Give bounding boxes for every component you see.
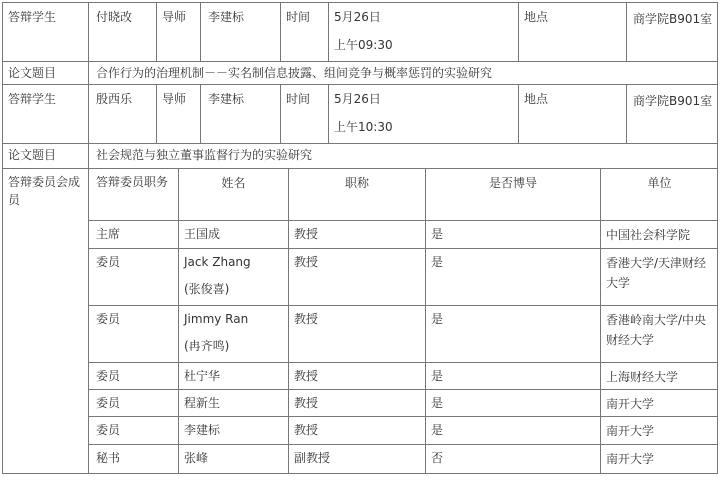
- member-phd: 否: [431, 451, 444, 465]
- member-name: 李建标: [184, 423, 221, 437]
- thesis-title: 社会规范与独立董事监督行为的实验研究: [96, 148, 313, 162]
- member-title: 教授: [294, 255, 319, 269]
- member-title: 副教授: [294, 451, 331, 465]
- thesis-label: 论文题目: [8, 148, 57, 162]
- member-unit: 南开大学: [606, 397, 655, 411]
- member-title: 教授: [294, 369, 319, 383]
- member-name: 杜宁华: [184, 369, 221, 383]
- member-phd: 是: [431, 255, 444, 269]
- committee-label: 答辩委员会成员: [8, 175, 81, 207]
- student-name: 殷西乐: [96, 92, 133, 106]
- defense-place: 商学院B901室: [633, 94, 713, 108]
- committee-header-unit: 单位: [647, 176, 672, 190]
- member-unit: 香港岭南大学/中央财经大学: [606, 313, 707, 347]
- defense-time: 上午09:30: [334, 38, 393, 52]
- student-label: 答辩学生: [8, 10, 57, 24]
- member-name: 王国成: [184, 227, 221, 241]
- member-role: 主席: [96, 227, 121, 241]
- committee-header-role: 答辩委员职务: [96, 175, 169, 189]
- committee-header-name: 姓名: [221, 176, 246, 190]
- member-role: 委员: [96, 369, 121, 383]
- member-name-cn: (张俊喜): [184, 282, 230, 296]
- member-unit: 香港大学/天津财经大学: [606, 256, 707, 290]
- member-unit: 南开大学: [606, 452, 655, 466]
- member-name: 张峰: [184, 451, 209, 465]
- time-label: 时间: [286, 10, 311, 24]
- thesis-label: 论文题目: [8, 66, 57, 80]
- defense-time: 上午10:30: [334, 120, 393, 134]
- member-title: 教授: [294, 312, 319, 326]
- member-phd: 是: [431, 227, 444, 241]
- member-name-cn: (冉齐鸣): [184, 339, 230, 353]
- member-title: 教授: [294, 227, 319, 241]
- member-phd: 是: [431, 423, 444, 437]
- defense-date: 5月26日: [334, 92, 381, 106]
- advisor-label: 导师: [162, 10, 187, 24]
- member-unit: 南开大学: [606, 424, 655, 438]
- student-label: 答辩学生: [8, 92, 57, 106]
- place-label: 地点: [524, 92, 549, 106]
- advisor-label: 导师: [162, 92, 187, 106]
- member-role: 委员: [96, 255, 121, 269]
- defense-schedule-table: [2, 2, 718, 474]
- student-name: 付晓改: [96, 10, 133, 24]
- member-phd: 是: [431, 312, 444, 326]
- member-title: 教授: [294, 396, 319, 410]
- member-phd: 是: [431, 396, 444, 410]
- member-unit: 中国社会科学院: [606, 228, 691, 242]
- member-role: 委员: [96, 396, 121, 410]
- defense-place: 商学院B901室: [633, 12, 713, 26]
- place-label: 地点: [524, 10, 549, 24]
- member-role: 委员: [96, 423, 121, 437]
- member-name: Jimmy Ran: [184, 312, 249, 326]
- member-unit: 上海财经大学: [606, 370, 679, 384]
- member-title: 教授: [294, 423, 319, 437]
- member-name: 程新生: [184, 396, 221, 410]
- member-role: 委员: [96, 312, 121, 326]
- member-role: 秘书: [96, 451, 121, 465]
- time-label: 时间: [286, 92, 311, 106]
- member-phd: 是: [431, 369, 444, 383]
- committee-header-phd: 是否博导: [488, 176, 537, 190]
- thesis-title: 合作行为的治理机制－－实名制信息披露、组间竞争与概率惩罚的实验研究: [96, 66, 493, 80]
- committee-header-title: 职称: [344, 176, 369, 190]
- advisor-name: 李建标: [208, 10, 245, 24]
- advisor-name: 李建标: [208, 92, 245, 106]
- member-name: Jack Zhang: [184, 255, 251, 269]
- defense-date: 5月26日: [334, 10, 381, 24]
